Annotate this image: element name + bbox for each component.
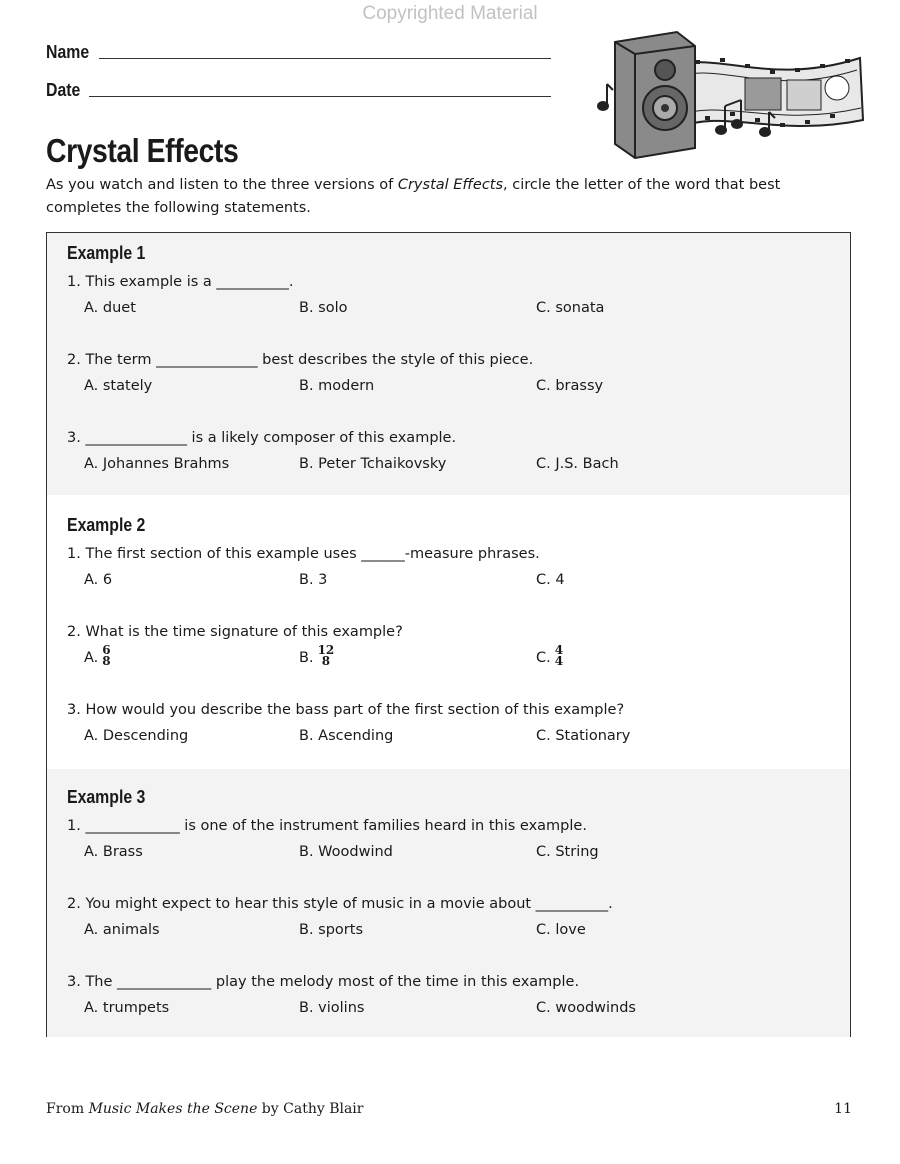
- date-label: Date: [46, 80, 81, 100]
- answer-b[interactable]: B. 3: [299, 572, 328, 588]
- answer-a[interactable]: A. Johannes Brahms: [84, 456, 230, 472]
- question-text: 1. _____________ is one of the instrument families heard in this example.: [67, 818, 587, 834]
- answer-c[interactable]: C. J.S. Bach: [536, 456, 619, 472]
- example-1-title: Example 1: [67, 243, 146, 263]
- answer-row: [67, 995, 837, 1021]
- answer-row: [67, 723, 837, 749]
- time-signature-12-8: [318, 645, 335, 667]
- answer-b[interactable]: [299, 645, 334, 671]
- answer-a[interactable]: A. stately: [84, 378, 153, 394]
- date-field[interactable]: [46, 80, 551, 101]
- answer-b[interactable]: B. Peter Tchaikovsky: [299, 456, 447, 472]
- answer-row: [67, 839, 837, 865]
- name-field[interactable]: [46, 42, 551, 63]
- page-number: 11: [834, 1101, 852, 1117]
- answer-c[interactable]: C. woodwinds: [536, 1000, 636, 1016]
- page-title: Crystal Effects: [46, 132, 239, 169]
- instructions-text-start: As you watch and listen to the three versions of: [46, 177, 398, 193]
- question-text: 2. You might expect to hear this style of music in a movie about __________.: [67, 896, 613, 912]
- answer-b[interactable]: B. sports: [299, 922, 363, 938]
- answer-a[interactable]: A. Descending: [84, 728, 189, 744]
- question-text: 2. What is the time signature of this example?: [67, 624, 403, 640]
- answer-c[interactable]: C. 4: [536, 572, 565, 588]
- answer-c[interactable]: C. String: [536, 844, 599, 860]
- example-1: [67, 243, 837, 477]
- time-signature-bottom: 4: [554, 654, 564, 668]
- time-signature-top: 6: [102, 643, 111, 657]
- question-text: 1. This example is a __________.: [67, 274, 294, 290]
- answer-row: [67, 451, 837, 477]
- answer-c[interactable]: [536, 645, 563, 671]
- answer-a[interactable]: A. Brass: [84, 844, 143, 860]
- instructions-text-end: , circle the letter of the word that best completes the following statements.: [46, 177, 781, 216]
- time-signature-bottom: 8: [102, 654, 111, 668]
- answer-a[interactable]: A. duet: [84, 300, 136, 316]
- answer-b[interactable]: B. solo: [299, 300, 348, 316]
- answer-row: [67, 295, 837, 321]
- name-line[interactable]: [99, 57, 551, 59]
- answer-c[interactable]: C. brassy: [536, 378, 604, 394]
- question-text: 3. ______________ is a likely composer of this example.: [67, 430, 457, 446]
- questions-box: [46, 232, 851, 1037]
- answer-c[interactable]: C. love: [536, 922, 586, 938]
- answer-c[interactable]: C. Stationary: [536, 728, 631, 744]
- answer-b-letter: B.: [299, 650, 314, 666]
- answer-a[interactable]: A. trumpets: [84, 1000, 170, 1016]
- date-line[interactable]: [89, 95, 551, 97]
- question-text: 2. The term ______________ best describes the style of this piece.: [67, 352, 534, 368]
- time-signature-top: 12: [317, 643, 335, 657]
- example-3-title: Example 3: [67, 787, 146, 807]
- answer-a-letter: A.: [84, 650, 99, 666]
- instructions-title-italic: Crystal Effects: [397, 177, 504, 193]
- answer-c[interactable]: C. sonata: [536, 300, 605, 316]
- answer-a[interactable]: A. 6: [84, 572, 113, 588]
- answer-a[interactable]: A. animals: [84, 922, 160, 938]
- answer-b[interactable]: B. modern: [299, 378, 375, 394]
- time-signature-bottom: 8: [321, 654, 331, 668]
- answer-a[interactable]: [84, 645, 111, 671]
- answer-c-letter: C.: [536, 650, 551, 666]
- answer-b[interactable]: B. violins: [299, 1000, 365, 1016]
- question-text: 3. The _____________ play the melody most of the time in this example.: [67, 974, 580, 990]
- answer-b[interactable]: B. Woodwind: [299, 844, 393, 860]
- answer-row: [67, 645, 837, 671]
- footer-book-title: Music Makes the Scene: [88, 1101, 258, 1117]
- answer-row: [67, 373, 837, 399]
- footer-prefix: From: [46, 1101, 89, 1117]
- name-label: Name: [46, 42, 90, 62]
- time-signature-6-8: [102, 645, 110, 667]
- answer-row: [67, 917, 837, 943]
- example-2: [67, 515, 837, 749]
- footer-author: by Cathy Blair: [257, 1101, 364, 1117]
- question-text: 3. How would you describe the bass part of the first section of this example?: [67, 702, 625, 718]
- time-signature-4-4: [555, 645, 563, 667]
- example-3: [67, 787, 837, 1021]
- answer-row: [67, 567, 837, 593]
- time-signature-top: 4: [554, 643, 564, 657]
- footer-citation: [46, 1101, 363, 1117]
- speaker-film-illustration: [595, 28, 865, 160]
- instructions: [46, 174, 846, 220]
- answer-b[interactable]: B. Ascending: [299, 728, 394, 744]
- example-2-title: Example 2: [67, 515, 146, 535]
- question-text: 1. The first section of this example uses ______-measure phrases.: [67, 546, 540, 562]
- copyright-watermark: Copyrighted Material: [362, 3, 538, 24]
